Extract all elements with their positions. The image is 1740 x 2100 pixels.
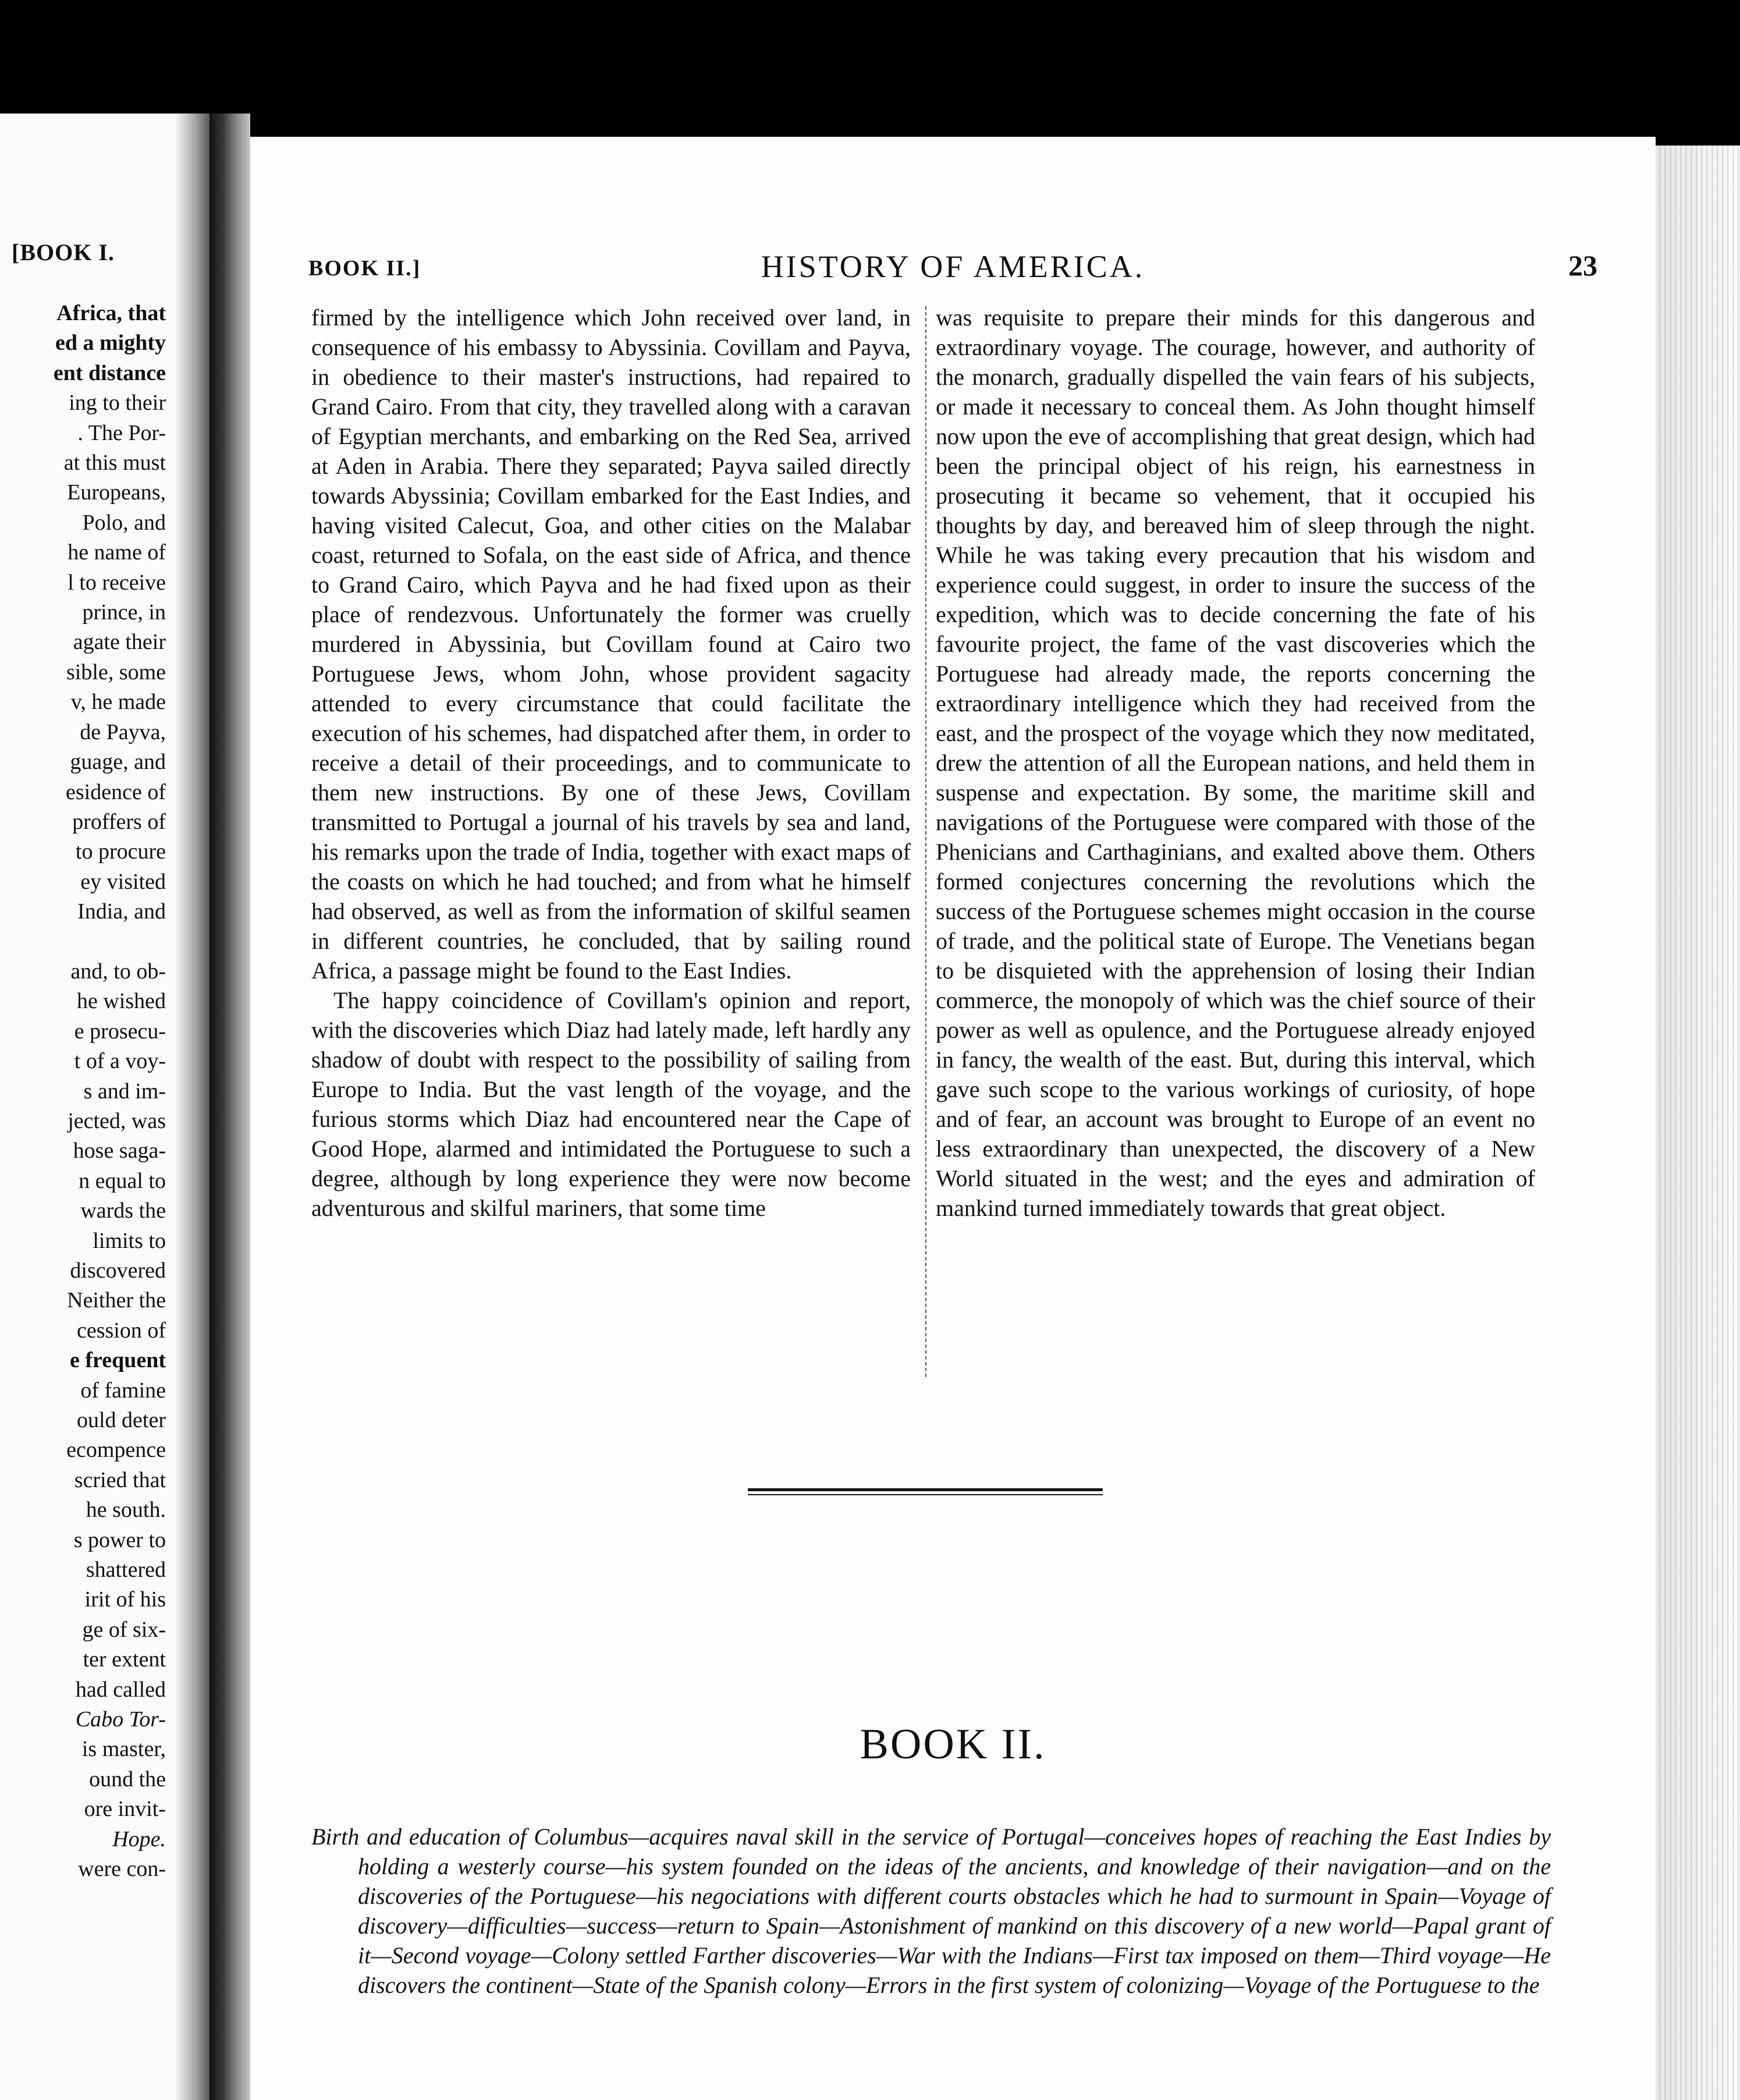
left-page-line: agate their: [73, 630, 166, 655]
right-column-paragraph-1: was requisite to prepare their minds for this dangerous and extraordinary voyage. The courage, however, and authority of the monarch, gradually dispelled the vain fears of his subjects, or made it necessary to conceal them. As John thought himself now upon the eve of accomplishing that great design, which had been the principal object of his reign, his earnestness in prosecuting it became so vehement, that it occupied his thoughts by day, and bereaved him of sleep through the night. While he was taking every precaution that his wisdom and experience could suggest, in order to insure the success of the expedition, which was to decide concerning the fate of his favourite project, the fame of the vast discoveries which the Portuguese had already made, the reports concerning the extraordinary intelligence which they had received from the east, and the prospect of the voyage which they now meditated, drew the attention of all the European nations, and held them in suspense and expectation. By some, the maritime skill and navigations of the Portuguese were compared with those of the Phenicians and Carthaginians, and exalted above them. Others formed conjectures concerning the revolutions which the success of the Portuguese schemes might occasion in the course of trade, and the political state of Europe. The Venetians began to be disquieted with the apprehension of losing their Indian commerce, the monopoly of which was the chief source of their power as well as opulence, and the Portuguese already enjoyed in fancy, the wealth of the east. But, during this interval, which gave such scope to the various workings of curiosity, of hope and of fear, an account was brought to Europe of an event no less extraordinary than unexpected, the discovery of a New World situated in the west; and the eyes and admiration of mankind turned immediately towards that great object.: [936, 304, 1535, 1221]
page-number: 23: [1568, 249, 1597, 282]
left-page-line: prince, in: [82, 600, 166, 625]
left-page-line: l to receive: [68, 570, 166, 595]
right-page: [250, 137, 1656, 2100]
left-page-line: ore invit-: [84, 1797, 166, 1822]
left-page-line: had called: [75, 1677, 166, 1702]
left-page-line: cession of: [76, 1318, 166, 1343]
left-page-line: e prosecu-: [74, 1019, 166, 1044]
left-page-line: ed a mighty: [55, 331, 166, 356]
left-page-line: [0, 927, 166, 957]
left-page-line: he wished: [76, 989, 166, 1014]
left-page-line: s power to: [73, 1527, 166, 1552]
left-page-line: limits to: [93, 1228, 166, 1253]
left-page-line: n equal to: [79, 1168, 166, 1193]
left-page-line: ter extent: [83, 1647, 166, 1672]
left-page-line: hose saga-: [73, 1138, 166, 1163]
left-facing-page: [0, 113, 209, 2100]
left-page-line: sible, some: [66, 659, 166, 684]
left-page-line: esidence of: [66, 779, 166, 804]
gutter-shadow: [175, 113, 209, 2100]
left-page-line: he south.: [86, 1498, 166, 1523]
left-page-line: ent distance: [53, 360, 166, 385]
book-heading: BOOK II.: [860, 1721, 1046, 1768]
left-page-line: guage, and: [70, 750, 166, 775]
two-column-body: [311, 303, 1536, 1537]
left-page-line: ey visited: [80, 869, 166, 894]
left-page-line: at this must: [63, 450, 166, 476]
running-head-book-ref: BOOK II.]: [308, 256, 421, 281]
left-page-line: he name of: [68, 540, 166, 565]
left-page-line: scried that: [74, 1467, 166, 1492]
running-head-title: HISTORY OF AMERICA.: [761, 249, 1145, 284]
left-page-line: ould deter: [76, 1408, 166, 1433]
left-page-line: v, he made: [70, 690, 166, 715]
left-page-line: ound the: [89, 1766, 166, 1792]
left-page-line: s and im-: [83, 1079, 166, 1104]
left-page-text: [0, 299, 166, 1885]
left-page-line: is master,: [81, 1737, 166, 1762]
left-page-header: [BOOK I.: [12, 239, 115, 265]
left-page-line: India, and: [77, 899, 166, 924]
left-page-line: proffers of: [72, 809, 166, 834]
left-page-line: and, to ob-: [70, 959, 166, 984]
left-page-line: wards the: [80, 1198, 166, 1223]
left-page-line: . The Por-: [77, 420, 166, 445]
left-column: [311, 303, 911, 1223]
left-page-line: ge of six-: [82, 1617, 166, 1642]
left-page-line: were con-: [78, 1857, 166, 1882]
left-page-line: t of a voy-: [74, 1049, 166, 1074]
chapter-synopsis: Birth and education of Columbus—acquires naval skill in the service of Portugal—conceives hopes of reaching the East Indies by holding a westerly course—his system founded on the ideas of the ancients, and knowledge of their navigation—and on the discoveries of the Portuguese—his negociations with different courts obstacles which he had to surmount in Spain—Voyage of discovery—difficulties—success—return to Spain—Astonishment of mankind on this discovery of a new world—Papal grant of it—Second voyage—Colony settled Farther discoveries—War with the Indians—First tax imposed on them—Third voyage—He discovers the continent—State of the Spanish colony—Errors in the first system of colonizing—Voyage of the Portuguese to the: [311, 1824, 1551, 1998]
book-spine: [209, 113, 250, 2100]
running-head: [308, 249, 1597, 289]
left-page-line: Europeans,: [67, 480, 166, 505]
section-rule-ornament: [748, 1488, 1103, 1495]
left-page-line: Cabo Tor-: [75, 1707, 166, 1732]
left-page-line: to procure: [75, 839, 166, 864]
left-page-line: irit of his: [84, 1587, 166, 1612]
left-page-line: Neither the: [67, 1288, 166, 1313]
left-page-line: e frequent: [70, 1348, 166, 1373]
left-page-line: of famine: [80, 1378, 166, 1403]
left-page-line: de Payva,: [80, 719, 166, 744]
left-page-line: Hope.: [112, 1826, 166, 1851]
left-page-line: Polo, and: [82, 510, 166, 535]
left-page-line: ecompence: [66, 1438, 166, 1463]
left-page-line: jected, was: [68, 1108, 166, 1133]
right-column: [936, 303, 1535, 1223]
page-edges: [1656, 146, 1740, 2100]
column-divider: [925, 306, 926, 1377]
left-column-paragraph-1: firmed by the intelligence which John received over land, in consequence of his embassy to Abyssinia. Covillam and Payva, in obedience to their master's instructions, had repaired to Grand Cairo. From that city, they travelled along with a caravan of Egyptian merchants, and embarking on the Red Sea, arrived at Aden in Arabia. There they separated; Payva sailed directly towards Abyssinia; Covillam embarked for the East Indies, and having visited Calecut, Goa, and other cities on the Malabar coast, returned to Sofala, on the east side of Africa, and thence to Grand Cairo, which Payva and he had fixed upon as their place of rendezvous. Unfortunately the former was cruelly murdered in Abyssinia, but Covillam found at Cairo two Portuguese Jews, whom John, whose provident sagacity attended to every circumstance that could facilitate the execution of his schemes, had dispatched after them, in order to receive a detail of their proceedings, and to communicate to them new instructions. By one of these Jews, Covillam transmitted to Portugal a journal of his travels by sea and land, his remarks upon the trade of India, together with exact maps of the coasts on which he had touched; and from what he himself had observed, as well as from the information of skilful seamen in different countries, he concluded, that by sailing round Africa, a passage might be found to the East Indies.: [311, 304, 911, 984]
left-column-paragraph-2: The happy coincidence of Covillam's opinion and report, with the discoveries which Diaz had lately made, left hardly any shadow of doubt with respect to the possibility of sailing from Europe to India. But the vast length of the voyage, and the furious storms which Diaz had encountered near the Cape of Good Hope, alarmed and intimidated the Portuguese to such a degree, although by long experience they were now become adventurous and skilful mariners, that some time: [311, 987, 911, 1221]
left-page-line: Africa, that: [56, 301, 166, 325]
left-page-line: discovered: [70, 1258, 166, 1283]
left-page-line: ing to their: [69, 391, 166, 416]
left-page-line: shattered: [86, 1558, 166, 1583]
